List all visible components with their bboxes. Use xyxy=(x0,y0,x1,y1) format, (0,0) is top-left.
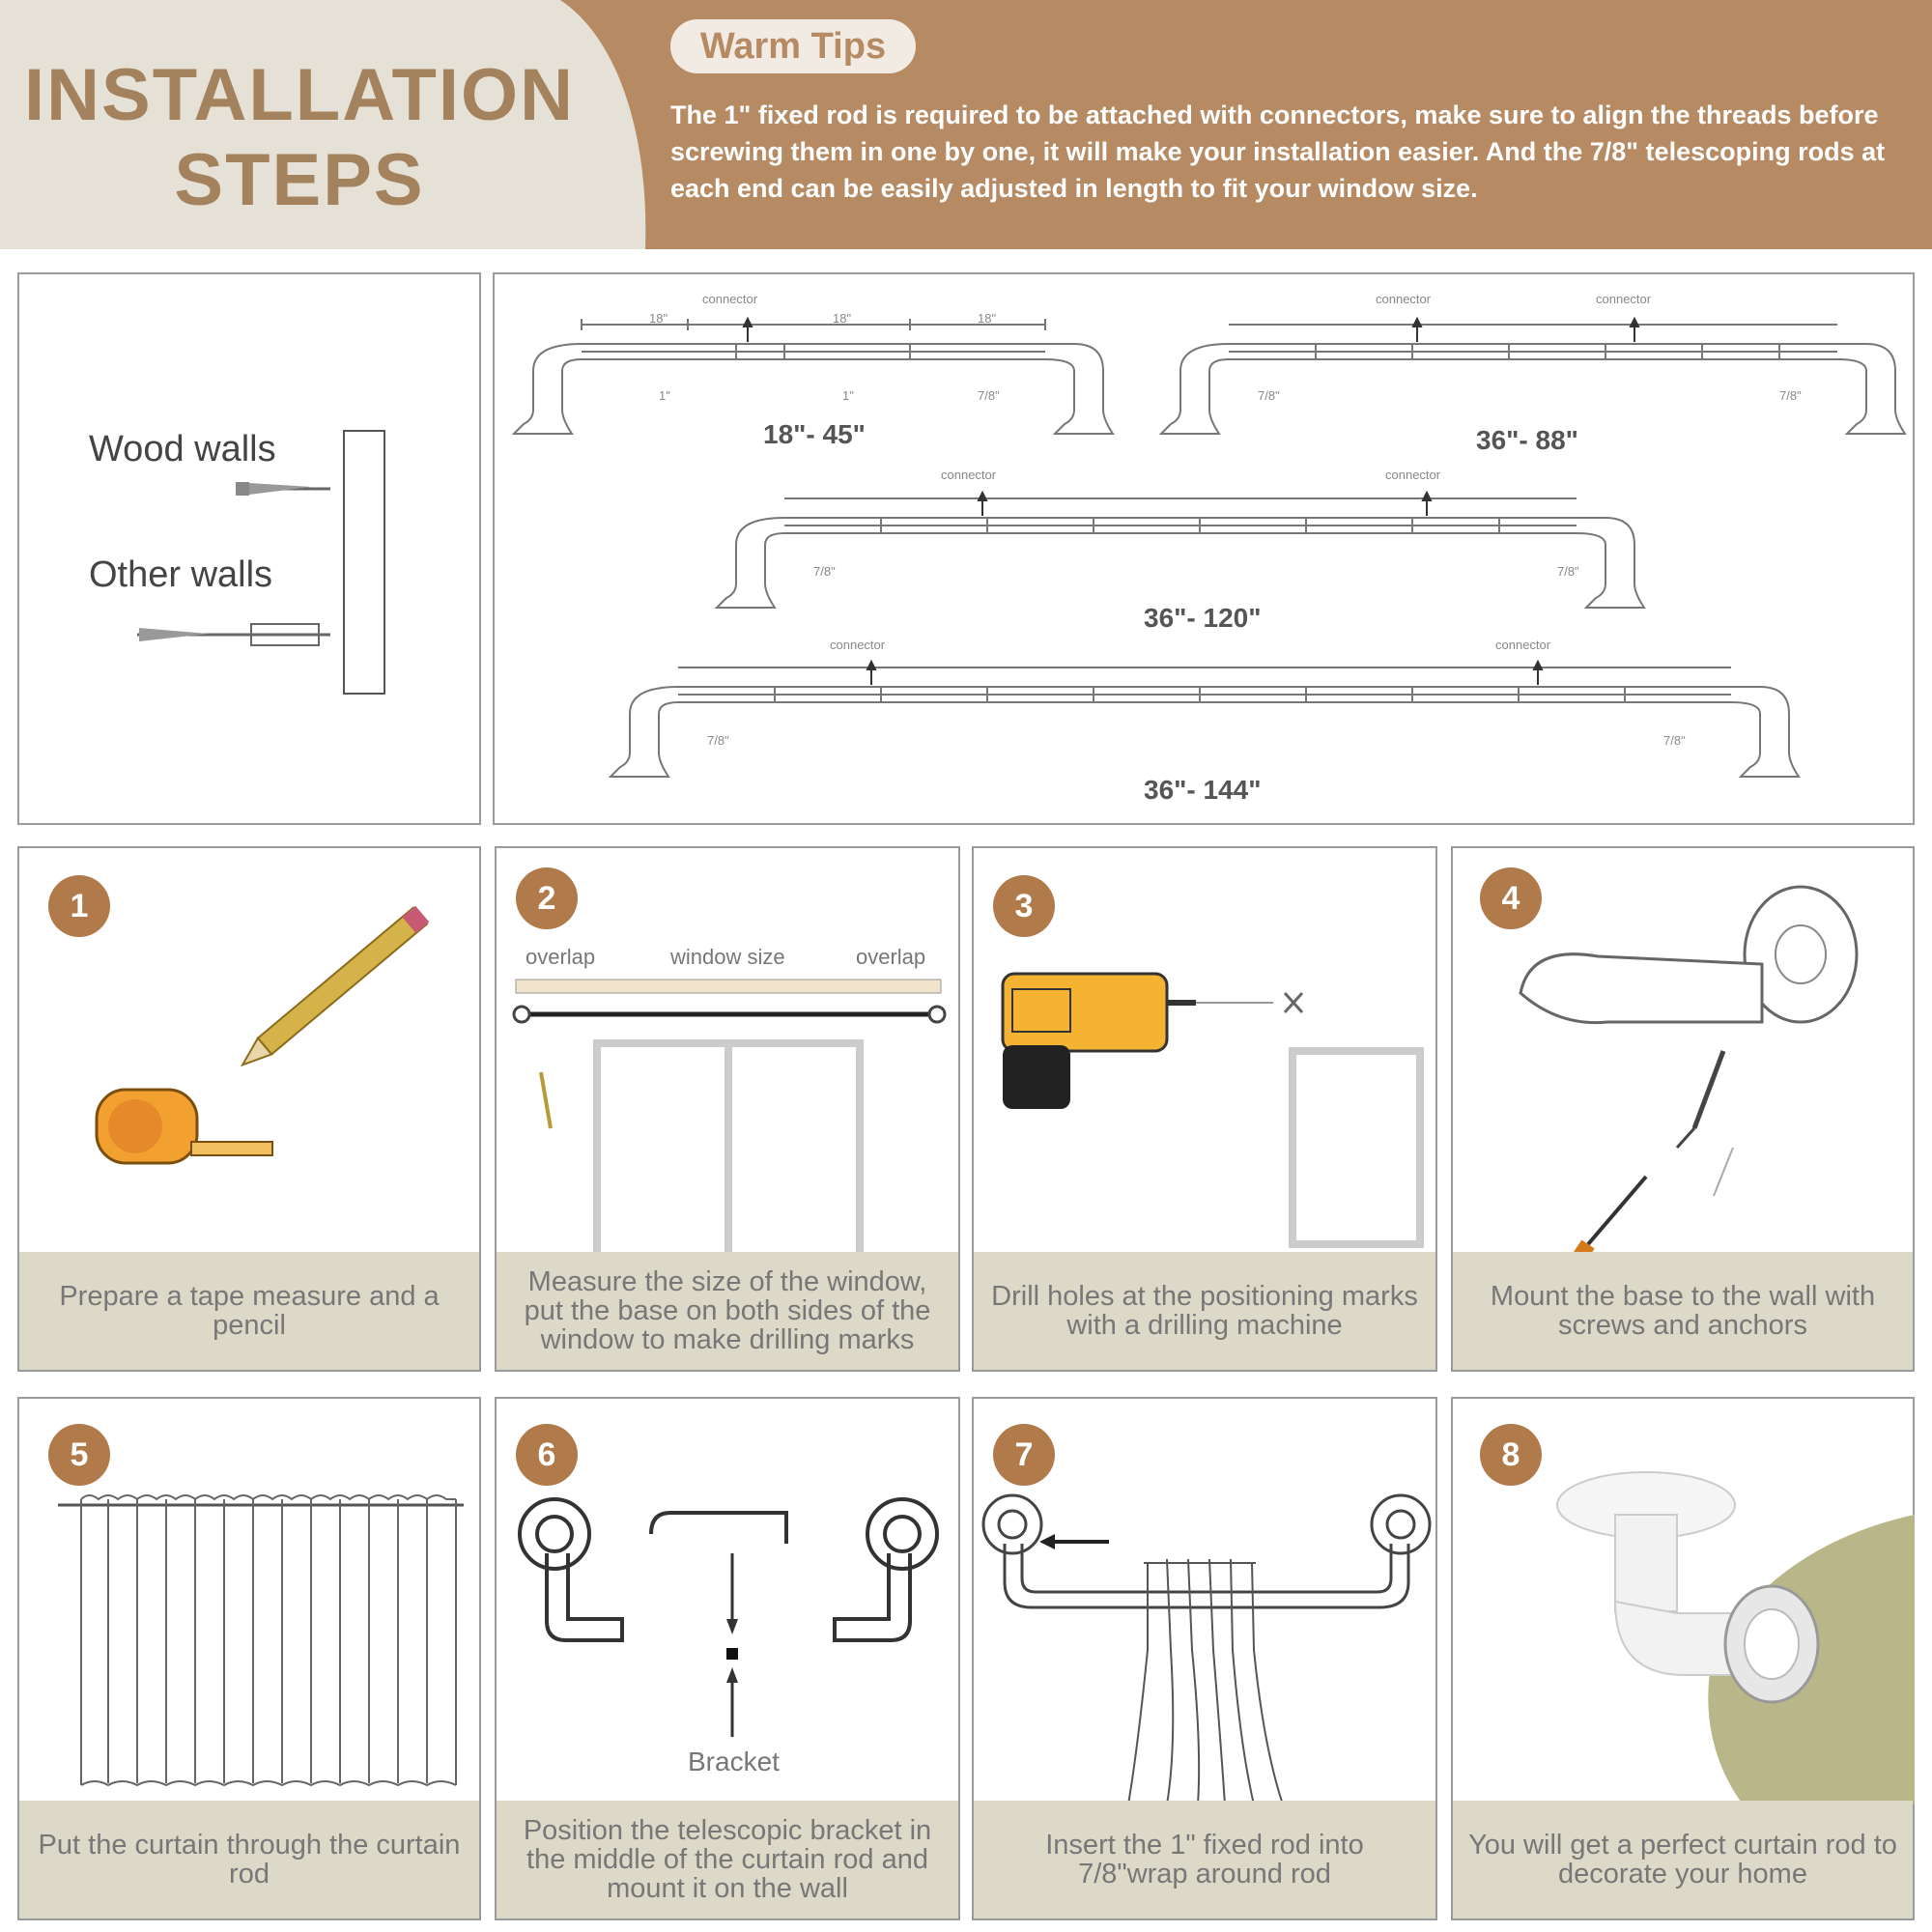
step-number-badge: 6 xyxy=(516,1424,578,1486)
step-caption: Position the telescopic bracket in the middle of the curtain rod and mount it on the wall xyxy=(497,1801,958,1918)
step-number-badge: 1 xyxy=(48,875,110,937)
step-7-panel xyxy=(972,1397,1437,1920)
step-number-badge: 5 xyxy=(48,1424,110,1486)
segment-length-label: 18" xyxy=(649,311,668,326)
rod-size-label: 1" xyxy=(842,388,854,403)
step-caption: Drill holes at the positioning marks with a drilling machine xyxy=(974,1252,1435,1370)
rod-size-label: 7/8" xyxy=(978,388,1000,403)
step-caption: Prepare a tape measure and a pencil xyxy=(19,1252,479,1370)
header xyxy=(0,0,1932,249)
connector-label: connector xyxy=(1385,468,1441,482)
wall-anchor-icon xyxy=(137,624,330,645)
step-number-badge: 7 xyxy=(993,1424,1055,1486)
step-caption: Measure the size of the window, put the base on both sides of the window to make drilling marks xyxy=(497,1252,958,1370)
rod-range-label: 18"- 45" xyxy=(763,419,866,449)
rod-size-label: 7/8" xyxy=(1663,733,1686,748)
wall-types-panel xyxy=(17,272,481,825)
step-8-panel xyxy=(1451,1397,1915,1920)
step-caption: You will get a perfect curtain rod to decorate your home xyxy=(1453,1801,1913,1918)
step-caption: Mount the base to the wall with screws and anchors xyxy=(1453,1252,1913,1370)
page-title xyxy=(19,53,580,223)
warm-tips-badge: Warm Tips xyxy=(670,19,916,73)
step-number-badge: 3 xyxy=(993,875,1055,937)
step-2-panel xyxy=(495,846,960,1372)
rod-range-label: 36"- 120" xyxy=(1144,603,1262,633)
step-number-badge: 2 xyxy=(516,867,578,929)
step-caption: Put the curtain through the curtain rod xyxy=(19,1801,479,1918)
connector-label: connector xyxy=(830,638,886,652)
connector-label: connector xyxy=(1495,638,1551,652)
wood-walls-label: Wood walls xyxy=(89,429,276,469)
step-6-panel xyxy=(495,1397,960,1920)
warm-tips-text: The 1" fixed rod is required to be attached with connectors, make sure to align the threads before screwing them in one by one, it will make your installation easier. And the 7/8" telescoping rods at each end can be easily adjusted in length to fit your window size. xyxy=(670,100,1886,203)
segment-length-label: 18" xyxy=(833,311,852,326)
window-size-label: window size xyxy=(670,945,785,969)
connector-label: connector xyxy=(1596,292,1652,306)
wall-illustration xyxy=(19,274,483,827)
rod-size-label: 7/8" xyxy=(1557,564,1579,579)
step-caption: Insert the 1" fixed rod into 7/8"wrap around rod xyxy=(974,1801,1435,1918)
connector-label: connector xyxy=(941,468,997,482)
step-number-badge: 8 xyxy=(1480,1424,1542,1486)
title-line-1: INSTALLATION xyxy=(24,54,575,136)
step-3-panel xyxy=(972,846,1437,1372)
rod-configurations-panel xyxy=(493,272,1915,825)
step-1-panel xyxy=(17,846,481,1372)
bracket-label: Bracket xyxy=(688,1747,780,1776)
title-line-2: STEPS xyxy=(174,139,425,221)
overlap-right-label: overlap xyxy=(856,945,926,969)
segment-length-label: 18" xyxy=(978,311,997,326)
rod-size-label: 7/8" xyxy=(813,564,836,579)
rod-size-label: 7/8" xyxy=(1779,388,1802,403)
rod-range-label: 36"- 88" xyxy=(1476,425,1578,455)
step-number-badge: 4 xyxy=(1480,867,1542,929)
step-4-panel xyxy=(1451,846,1915,1372)
connector-label: connector xyxy=(1376,292,1432,306)
rod-size-label: 1" xyxy=(659,388,670,403)
other-walls-label: Other walls xyxy=(89,554,273,595)
step-5-panel xyxy=(17,1397,481,1920)
overlap-left-label: overlap xyxy=(526,945,596,969)
rod-size-label: 7/8" xyxy=(707,733,729,748)
connector-label: connector xyxy=(702,292,758,306)
rod-range-label: 36"- 144" xyxy=(1144,775,1262,805)
rod-size-label: 7/8" xyxy=(1258,388,1280,403)
wood-screw-icon xyxy=(236,482,330,496)
